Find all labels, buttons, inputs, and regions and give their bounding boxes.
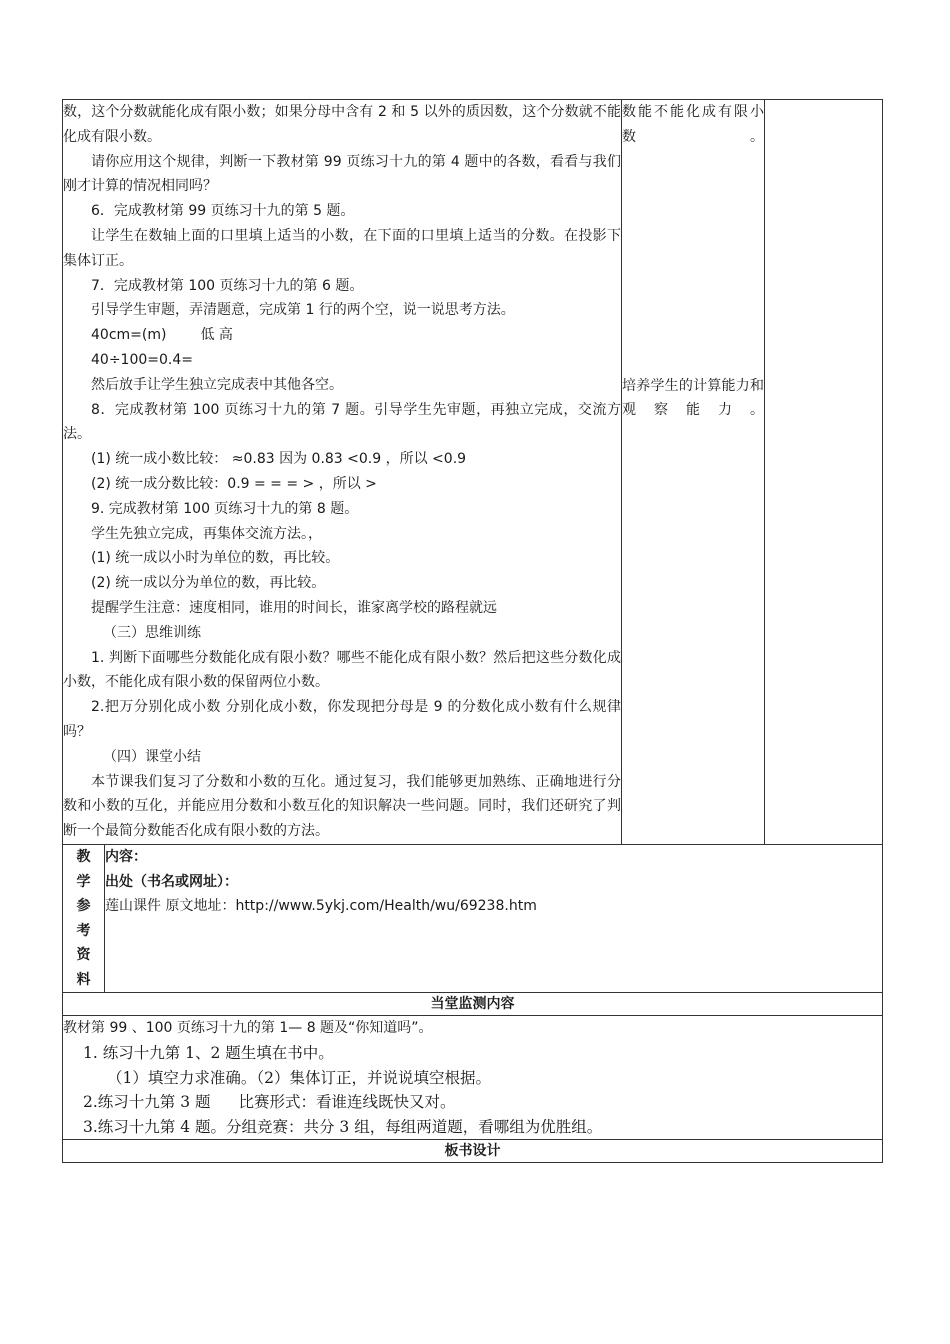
reference-content-cell: [105, 844, 883, 993]
board-heading-row: [63, 1140, 883, 1163]
process-line: (1) 统一成以小时为单位的数，再比较。: [91, 550, 340, 567]
process-line: 然后放手让学生独立完成表中其他各空。: [91, 376, 343, 393]
process-line: 引导学生审题，弄清题意，完成第 1 行的两个空，说一说思考方法。: [91, 302, 515, 319]
section-heading: （三）思维训练: [103, 624, 201, 641]
process-row: [63, 100, 883, 845]
monitor-item: 比赛形式：看谁连线既快又对。: [238, 1093, 456, 1112]
label-char: 参: [76, 898, 91, 915]
formula-line: 40÷100=0.4=: [91, 351, 193, 368]
monitor-line: 教材第 99 、100 页练习十九的第 1— 8 题及“你知道吗”。: [63, 1020, 433, 1037]
process-line: 学生先独立完成，再集体交流方法。，: [91, 525, 322, 542]
label-char: 学: [76, 873, 91, 890]
teaching-process-cell: [63, 100, 622, 845]
process-line: 6．完成教材第 99 页练习十九的第 5 题。: [91, 203, 355, 220]
formula-text: 40cm=(m): [91, 327, 167, 344]
process-line: 让学生在数轴上面的口里填上适当的小数，在下面的口里填上适当的分数。在投影下集体订正。: [63, 227, 621, 269]
source-value: 莲山课件 原文地址：http://www.5ykj.com/Health/wu/69238.htm: [105, 898, 537, 915]
process-line: (1) 统一成小数比较： ≈0.83 因为 0.83 <0.9 ，所以 <0.9: [91, 451, 467, 468]
monitor-line: （1）填空力求准确。（2）集体订正，并说说填空根据。: [107, 1068, 491, 1087]
intent-text: 数能不能化成有限小数。: [622, 104, 764, 145]
source-label: 出处（书名或网址）：: [105, 873, 238, 890]
label-char: 考: [76, 922, 91, 939]
formula-line: [63, 323, 621, 348]
process-line: 1. 判断下面哪些分数能化成有限小数？哪些不能化成有限小数？然后把这些分数化成小数，不能化成有限小数的保留两位小数。: [63, 649, 621, 691]
process-line: (2) 统一成分数比较：0.9 = = = > ，所以 >: [91, 475, 377, 492]
lesson-plan-table: [62, 99, 883, 1163]
design-intent-cell: [622, 100, 765, 845]
process-line: (2) 统一成以分为单位的数，再比较。: [91, 575, 326, 592]
section-heading: （四）课堂小结: [103, 748, 201, 765]
empty-cell: [765, 100, 883, 845]
label-char: 料: [76, 971, 91, 988]
process-line: 9. 完成教材第 100 页练习十九的第 8 题。: [91, 500, 359, 517]
label-char: 资: [76, 947, 91, 964]
process-line: 7．完成教材第 100 页练习十九的第 6 题。: [91, 277, 364, 294]
process-line: 数，这个分数就能化成有限小数；如果分母中含有 2 和 5 以外的质因数，这个分数就不能化成有限小数。: [63, 104, 621, 145]
monitor-line: 1. 练习十九第 1、2 题生填在书中。: [83, 1044, 334, 1063]
reference-label: [63, 844, 105, 993]
process-line: 2.把万分别化成小数 分别化成小数，你发现把分母是 9 的分数化成小数有什么规律吗？: [63, 699, 621, 740]
process-line: 8．完成教材第 100 页练习十九的第 7 题。引导学生先审题，再独立完成，交流方法。: [63, 401, 621, 443]
content-label: 内容：: [105, 848, 147, 865]
label-char: 教: [76, 848, 91, 865]
monitor-item: 2.练习十九第 3 题: [83, 1093, 211, 1112]
monitor-content-row: [63, 1016, 883, 1140]
board-heading: 板书设计: [63, 1140, 883, 1163]
spacer: [622, 150, 764, 374]
monitor-line: 3.练习十九第 4 题。分组竞赛：共分 3 组，每组两道题，看哪组为优胜组。: [83, 1117, 603, 1136]
reference-row: [63, 844, 883, 993]
intent-text: 培养学生的计算能力和观察能力。: [622, 377, 764, 419]
process-line: 提醒学生注意：速度相同，谁用的时间长，谁家离学校的路程就远: [91, 599, 497, 616]
monitor-heading-row: [63, 993, 883, 1016]
low-high-text: 低 高: [200, 327, 233, 344]
monitor-line: [63, 1090, 882, 1115]
monitor-content-cell: [63, 1016, 883, 1140]
monitor-heading: 当堂监测内容: [63, 993, 883, 1016]
process-line: 本节课我们复习了分数和小数的互化。通过复习，我们能够更加熟练、正确地进行分数和小数的互化，并能应用分数和小数互化的知识解决一些问题。同时，我们还研究了判断一个最简分数能否化成有限小数的方法。: [63, 773, 621, 840]
process-line: 请你应用这个规律，判断一下教材第 99 页练习十九的第 4 题中的各数，看看与我们刚才计算的情况相同吗？: [63, 153, 621, 195]
